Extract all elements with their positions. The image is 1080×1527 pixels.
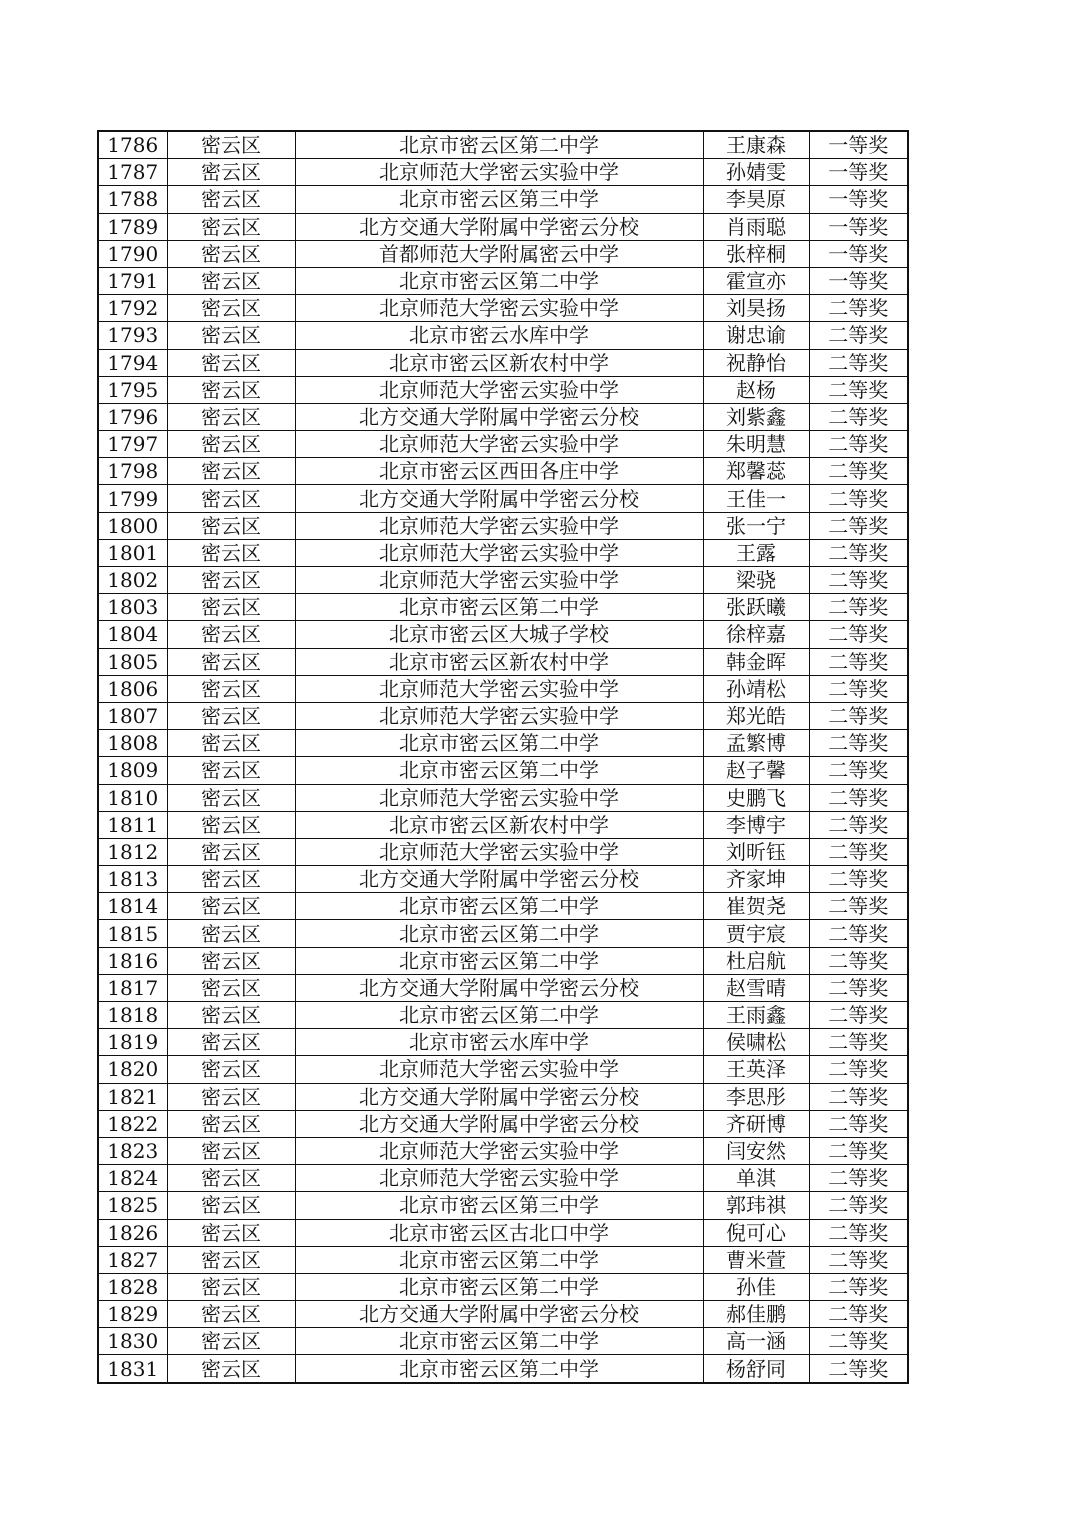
cell-school: 北京师范大学密云实验中学 bbox=[295, 295, 703, 322]
cell-school: 北京市密云区第二中学 bbox=[295, 267, 703, 294]
table-row bbox=[98, 648, 908, 675]
table-row bbox=[98, 512, 908, 539]
cell-award: 二等奖 bbox=[809, 702, 908, 729]
cell-award: 二等奖 bbox=[809, 539, 908, 566]
cell-name: 李昊原 bbox=[703, 186, 809, 213]
cell-name: 赵雪晴 bbox=[703, 974, 809, 1001]
cell-number: 1803 bbox=[98, 594, 167, 621]
table-row bbox=[98, 567, 908, 594]
table-row bbox=[98, 1083, 908, 1110]
cell-number: 1793 bbox=[98, 322, 167, 349]
cell-number: 1799 bbox=[98, 485, 167, 512]
cell-school: 北京市密云区第二中学 bbox=[295, 757, 703, 784]
cell-award: 二等奖 bbox=[809, 403, 908, 430]
cell-number: 1814 bbox=[98, 893, 167, 920]
cell-school: 北京市密云水库中学 bbox=[295, 1029, 703, 1056]
table-row bbox=[98, 159, 908, 186]
table-row bbox=[98, 1110, 908, 1137]
cell-district: 密云区 bbox=[167, 893, 295, 920]
cell-award: 二等奖 bbox=[809, 1219, 908, 1246]
cell-school: 北京师范大学密云实验中学 bbox=[295, 539, 703, 566]
cell-number: 1818 bbox=[98, 1002, 167, 1029]
cell-school: 北京师范大学密云实验中学 bbox=[295, 702, 703, 729]
cell-district: 密云区 bbox=[167, 159, 295, 186]
cell-award: 二等奖 bbox=[809, 567, 908, 594]
cell-award: 二等奖 bbox=[809, 675, 908, 702]
table-row bbox=[98, 1192, 908, 1219]
cell-name: 史鹏飞 bbox=[703, 784, 809, 811]
table-row bbox=[98, 403, 908, 430]
cell-award: 一等奖 bbox=[809, 213, 908, 240]
cell-number: 1822 bbox=[98, 1110, 167, 1137]
cell-school: 北京师范大学密云实验中学 bbox=[295, 159, 703, 186]
table-row bbox=[98, 240, 908, 267]
cell-name: 赵杨 bbox=[703, 376, 809, 403]
cell-name: 刘昕钰 bbox=[703, 838, 809, 865]
cell-name: 王佳一 bbox=[703, 485, 809, 512]
cell-number: 1808 bbox=[98, 730, 167, 757]
cell-award: 二等奖 bbox=[809, 866, 908, 893]
cell-name: 孟繁博 bbox=[703, 730, 809, 757]
cell-school: 北京市密云区第二中学 bbox=[295, 920, 703, 947]
table-row bbox=[98, 1246, 908, 1273]
cell-number: 1825 bbox=[98, 1192, 167, 1219]
table-row bbox=[98, 213, 908, 240]
cell-district: 密云区 bbox=[167, 1219, 295, 1246]
cell-district: 密云区 bbox=[167, 811, 295, 838]
cell-school: 北京市密云区大城子学校 bbox=[295, 621, 703, 648]
cell-number: 1823 bbox=[98, 1137, 167, 1164]
table-row bbox=[98, 1355, 908, 1383]
cell-number: 1805 bbox=[98, 648, 167, 675]
cell-school: 北京市密云区第二中学 bbox=[295, 1002, 703, 1029]
cell-district: 密云区 bbox=[167, 648, 295, 675]
cell-district: 密云区 bbox=[167, 349, 295, 376]
cell-district: 密云区 bbox=[167, 485, 295, 512]
cell-name: 王英泽 bbox=[703, 1056, 809, 1083]
cell-award: 二等奖 bbox=[809, 295, 908, 322]
cell-award: 二等奖 bbox=[809, 784, 908, 811]
cell-name: 单淇 bbox=[703, 1165, 809, 1192]
cell-award: 二等奖 bbox=[809, 1137, 908, 1164]
cell-number: 1817 bbox=[98, 974, 167, 1001]
cell-number: 1806 bbox=[98, 675, 167, 702]
cell-district: 密云区 bbox=[167, 947, 295, 974]
cell-award: 二等奖 bbox=[809, 322, 908, 349]
cell-name: 崔贺尧 bbox=[703, 893, 809, 920]
cell-school: 北京市密云区第二中学 bbox=[295, 1246, 703, 1273]
cell-district: 密云区 bbox=[167, 1246, 295, 1273]
table-row bbox=[98, 349, 908, 376]
cell-number: 1801 bbox=[98, 539, 167, 566]
cell-school: 北京师范大学密云实验中学 bbox=[295, 1056, 703, 1083]
cell-number: 1807 bbox=[98, 702, 167, 729]
cell-district: 密云区 bbox=[167, 1110, 295, 1137]
cell-number: 1813 bbox=[98, 866, 167, 893]
cell-name: 梁骁 bbox=[703, 567, 809, 594]
cell-district: 密云区 bbox=[167, 1056, 295, 1083]
cell-name: 孙婧雯 bbox=[703, 159, 809, 186]
cell-district: 密云区 bbox=[167, 267, 295, 294]
cell-district: 密云区 bbox=[167, 1301, 295, 1328]
cell-award: 二等奖 bbox=[809, 485, 908, 512]
cell-award: 二等奖 bbox=[809, 648, 908, 675]
cell-award: 二等奖 bbox=[809, 594, 908, 621]
table-row bbox=[98, 866, 908, 893]
cell-district: 密云区 bbox=[167, 974, 295, 1001]
cell-award: 二等奖 bbox=[809, 947, 908, 974]
cell-award: 二等奖 bbox=[809, 1002, 908, 1029]
cell-name: 侯啸松 bbox=[703, 1029, 809, 1056]
cell-award: 二等奖 bbox=[809, 431, 908, 458]
table-row bbox=[98, 322, 908, 349]
cell-school: 北京市密云区第二中学 bbox=[295, 947, 703, 974]
cell-name: 韩金晖 bbox=[703, 648, 809, 675]
cell-district: 密云区 bbox=[167, 1328, 295, 1355]
cell-award: 一等奖 bbox=[809, 159, 908, 186]
cell-award: 二等奖 bbox=[809, 920, 908, 947]
cell-name: 郑馨蕊 bbox=[703, 458, 809, 485]
cell-name: 倪可心 bbox=[703, 1219, 809, 1246]
cell-number: 1787 bbox=[98, 159, 167, 186]
table-row bbox=[98, 757, 908, 784]
cell-name: 赵子馨 bbox=[703, 757, 809, 784]
table-row bbox=[98, 458, 908, 485]
cell-district: 密云区 bbox=[167, 431, 295, 458]
table-row bbox=[98, 1029, 908, 1056]
cell-name: 张一宁 bbox=[703, 512, 809, 539]
cell-school: 北方交通大学附属中学密云分校 bbox=[295, 485, 703, 512]
table-row bbox=[98, 974, 908, 1001]
cell-district: 密云区 bbox=[167, 594, 295, 621]
cell-name: 李博宇 bbox=[703, 811, 809, 838]
cell-number: 1824 bbox=[98, 1165, 167, 1192]
cell-district: 密云区 bbox=[167, 621, 295, 648]
cell-school: 北京师范大学密云实验中学 bbox=[295, 431, 703, 458]
table-row bbox=[98, 730, 908, 757]
cell-name: 张跃曦 bbox=[703, 594, 809, 621]
cell-district: 密云区 bbox=[167, 295, 295, 322]
cell-name: 闫安然 bbox=[703, 1137, 809, 1164]
table-row bbox=[98, 131, 908, 159]
cell-award: 二等奖 bbox=[809, 349, 908, 376]
table-row bbox=[98, 376, 908, 403]
cell-district: 密云区 bbox=[167, 131, 295, 159]
cell-district: 密云区 bbox=[167, 322, 295, 349]
cell-award: 二等奖 bbox=[809, 1110, 908, 1137]
cell-school: 北方交通大学附属中学密云分校 bbox=[295, 1083, 703, 1110]
cell-school: 北京市密云区第二中学 bbox=[295, 131, 703, 159]
cell-district: 密云区 bbox=[167, 539, 295, 566]
cell-award: 二等奖 bbox=[809, 376, 908, 403]
cell-number: 1797 bbox=[98, 431, 167, 458]
cell-name: 刘紫鑫 bbox=[703, 403, 809, 430]
table-row bbox=[98, 621, 908, 648]
cell-district: 密云区 bbox=[167, 403, 295, 430]
cell-award: 二等奖 bbox=[809, 1165, 908, 1192]
cell-award: 二等奖 bbox=[809, 838, 908, 865]
cell-name: 祝静怡 bbox=[703, 349, 809, 376]
cell-district: 密云区 bbox=[167, 1192, 295, 1219]
cell-name: 张梓桐 bbox=[703, 240, 809, 267]
table-row bbox=[98, 702, 908, 729]
cell-award: 二等奖 bbox=[809, 893, 908, 920]
cell-number: 1786 bbox=[98, 131, 167, 159]
cell-district: 密云区 bbox=[167, 702, 295, 729]
cell-school: 首都师范大学附属密云中学 bbox=[295, 240, 703, 267]
cell-award: 二等奖 bbox=[809, 1273, 908, 1300]
cell-district: 密云区 bbox=[167, 1273, 295, 1300]
cell-number: 1792 bbox=[98, 295, 167, 322]
table-row bbox=[98, 1137, 908, 1164]
cell-school: 北京市密云区新农村中学 bbox=[295, 811, 703, 838]
cell-school: 北京师范大学密云实验中学 bbox=[295, 376, 703, 403]
cell-name: 谢忠谕 bbox=[703, 322, 809, 349]
cell-school: 北京市密云区古北口中学 bbox=[295, 1219, 703, 1246]
cell-number: 1791 bbox=[98, 267, 167, 294]
cell-name: 徐梓嘉 bbox=[703, 621, 809, 648]
cell-district: 密云区 bbox=[167, 213, 295, 240]
cell-award: 二等奖 bbox=[809, 458, 908, 485]
cell-school: 北京市密云区新农村中学 bbox=[295, 648, 703, 675]
cell-school: 北京市密云区新农村中学 bbox=[295, 349, 703, 376]
table-row bbox=[98, 186, 908, 213]
cell-number: 1815 bbox=[98, 920, 167, 947]
cell-school: 北方交通大学附属中学密云分校 bbox=[295, 1301, 703, 1328]
cell-number: 1827 bbox=[98, 1246, 167, 1273]
cell-school: 北京市密云区第三中学 bbox=[295, 186, 703, 213]
cell-number: 1811 bbox=[98, 811, 167, 838]
cell-number: 1831 bbox=[98, 1355, 167, 1383]
table-row bbox=[98, 431, 908, 458]
cell-school: 北京师范大学密云实验中学 bbox=[295, 567, 703, 594]
cell-number: 1790 bbox=[98, 240, 167, 267]
cell-district: 密云区 bbox=[167, 866, 295, 893]
cell-award: 一等奖 bbox=[809, 186, 908, 213]
cell-district: 密云区 bbox=[167, 920, 295, 947]
cell-name: 杨舒同 bbox=[703, 1355, 809, 1383]
cell-school: 北方交通大学附属中学密云分校 bbox=[295, 974, 703, 1001]
cell-name: 齐家坤 bbox=[703, 866, 809, 893]
cell-award: 一等奖 bbox=[809, 240, 908, 267]
cell-name: 李思彤 bbox=[703, 1083, 809, 1110]
cell-award: 二等奖 bbox=[809, 1355, 908, 1383]
cell-name: 高一涵 bbox=[703, 1328, 809, 1355]
cell-award: 二等奖 bbox=[809, 1192, 908, 1219]
table-row bbox=[98, 920, 908, 947]
cell-award: 二等奖 bbox=[809, 730, 908, 757]
cell-name: 郝佳鹏 bbox=[703, 1301, 809, 1328]
cell-school: 北京师范大学密云实验中学 bbox=[295, 512, 703, 539]
cell-school: 北京市密云区第二中学 bbox=[295, 730, 703, 757]
award-table bbox=[97, 130, 909, 1384]
cell-name: 王康森 bbox=[703, 131, 809, 159]
cell-award: 二等奖 bbox=[809, 621, 908, 648]
cell-number: 1809 bbox=[98, 757, 167, 784]
cell-name: 杜启航 bbox=[703, 947, 809, 974]
cell-district: 密云区 bbox=[167, 1083, 295, 1110]
table-row bbox=[98, 947, 908, 974]
cell-number: 1788 bbox=[98, 186, 167, 213]
cell-district: 密云区 bbox=[167, 458, 295, 485]
cell-number: 1794 bbox=[98, 349, 167, 376]
cell-school: 北方交通大学附属中学密云分校 bbox=[295, 213, 703, 240]
cell-school: 北京市密云区第二中学 bbox=[295, 594, 703, 621]
cell-district: 密云区 bbox=[167, 567, 295, 594]
cell-district: 密云区 bbox=[167, 675, 295, 702]
cell-school: 北京师范大学密云实验中学 bbox=[295, 675, 703, 702]
cell-award: 二等奖 bbox=[809, 1056, 908, 1083]
cell-school: 北方交通大学附属中学密云分校 bbox=[295, 403, 703, 430]
cell-award: 二等奖 bbox=[809, 811, 908, 838]
table-row bbox=[98, 485, 908, 512]
cell-number: 1810 bbox=[98, 784, 167, 811]
cell-school: 北方交通大学附属中学密云分校 bbox=[295, 866, 703, 893]
table-row bbox=[98, 838, 908, 865]
cell-district: 密云区 bbox=[167, 186, 295, 213]
cell-name: 齐研博 bbox=[703, 1110, 809, 1137]
table-row bbox=[98, 784, 908, 811]
cell-school: 北京市密云区第二中学 bbox=[295, 893, 703, 920]
cell-school: 北京市密云区西田各庄中学 bbox=[295, 458, 703, 485]
cell-name: 郑光皓 bbox=[703, 702, 809, 729]
table-row bbox=[98, 811, 908, 838]
cell-award: 二等奖 bbox=[809, 1246, 908, 1273]
cell-number: 1826 bbox=[98, 1219, 167, 1246]
cell-school: 北京市密云区第三中学 bbox=[295, 1192, 703, 1219]
cell-award: 二等奖 bbox=[809, 512, 908, 539]
table-row bbox=[98, 1002, 908, 1029]
cell-school: 北京市密云区第二中学 bbox=[295, 1355, 703, 1383]
cell-number: 1795 bbox=[98, 376, 167, 403]
cell-district: 密云区 bbox=[167, 730, 295, 757]
award-table-body bbox=[98, 131, 908, 1383]
cell-district: 密云区 bbox=[167, 1029, 295, 1056]
cell-number: 1800 bbox=[98, 512, 167, 539]
cell-name: 郭玮祺 bbox=[703, 1192, 809, 1219]
cell-school: 北京师范大学密云实验中学 bbox=[295, 784, 703, 811]
cell-school: 北京市密云区第二中学 bbox=[295, 1328, 703, 1355]
cell-number: 1798 bbox=[98, 458, 167, 485]
cell-name: 孙佳 bbox=[703, 1273, 809, 1300]
cell-name: 刘昊扬 bbox=[703, 295, 809, 322]
cell-award: 二等奖 bbox=[809, 1328, 908, 1355]
table-row bbox=[98, 295, 908, 322]
cell-number: 1804 bbox=[98, 621, 167, 648]
cell-name: 肖雨聪 bbox=[703, 213, 809, 240]
cell-award: 二等奖 bbox=[809, 757, 908, 784]
cell-award: 二等奖 bbox=[809, 1029, 908, 1056]
cell-number: 1829 bbox=[98, 1301, 167, 1328]
table-row bbox=[98, 893, 908, 920]
cell-school: 北京师范大学密云实验中学 bbox=[295, 1165, 703, 1192]
cell-number: 1812 bbox=[98, 838, 167, 865]
table-row bbox=[98, 675, 908, 702]
cell-number: 1828 bbox=[98, 1273, 167, 1300]
cell-school: 北方交通大学附属中学密云分校 bbox=[295, 1110, 703, 1137]
table-row bbox=[98, 594, 908, 621]
cell-award: 二等奖 bbox=[809, 1301, 908, 1328]
table-row bbox=[98, 1219, 908, 1246]
cell-district: 密云区 bbox=[167, 1165, 295, 1192]
cell-district: 密云区 bbox=[167, 240, 295, 267]
cell-award: 二等奖 bbox=[809, 1083, 908, 1110]
cell-district: 密云区 bbox=[167, 1002, 295, 1029]
cell-name: 王露 bbox=[703, 539, 809, 566]
cell-school: 北京师范大学密云实验中学 bbox=[295, 1137, 703, 1164]
cell-district: 密云区 bbox=[167, 376, 295, 403]
table-row bbox=[98, 539, 908, 566]
cell-number: 1802 bbox=[98, 567, 167, 594]
cell-number: 1820 bbox=[98, 1056, 167, 1083]
cell-district: 密云区 bbox=[167, 784, 295, 811]
cell-number: 1819 bbox=[98, 1029, 167, 1056]
cell-award: 一等奖 bbox=[809, 267, 908, 294]
cell-district: 密云区 bbox=[167, 838, 295, 865]
cell-name: 王雨鑫 bbox=[703, 1002, 809, 1029]
table-row bbox=[98, 267, 908, 294]
cell-school: 北京师范大学密云实验中学 bbox=[295, 838, 703, 865]
cell-district: 密云区 bbox=[167, 1355, 295, 1383]
cell-name: 朱明慧 bbox=[703, 431, 809, 458]
cell-number: 1821 bbox=[98, 1083, 167, 1110]
table-row bbox=[98, 1273, 908, 1300]
cell-district: 密云区 bbox=[167, 757, 295, 784]
table-row bbox=[98, 1056, 908, 1083]
table-row bbox=[98, 1328, 908, 1355]
cell-award: 二等奖 bbox=[809, 974, 908, 1001]
cell-district: 密云区 bbox=[167, 1137, 295, 1164]
cell-number: 1789 bbox=[98, 213, 167, 240]
cell-number: 1796 bbox=[98, 403, 167, 430]
table-row bbox=[98, 1301, 908, 1328]
cell-name: 曹米萱 bbox=[703, 1246, 809, 1273]
cell-name: 孙靖松 bbox=[703, 675, 809, 702]
cell-school: 北京市密云区第二中学 bbox=[295, 1273, 703, 1300]
award-list-sheet bbox=[97, 130, 909, 1384]
cell-name: 霍宣亦 bbox=[703, 267, 809, 294]
cell-school: 北京市密云水库中学 bbox=[295, 322, 703, 349]
table-row bbox=[98, 1165, 908, 1192]
cell-district: 密云区 bbox=[167, 512, 295, 539]
cell-award: 一等奖 bbox=[809, 131, 908, 159]
cell-number: 1816 bbox=[98, 947, 167, 974]
cell-number: 1830 bbox=[98, 1328, 167, 1355]
cell-name: 贾宇宸 bbox=[703, 920, 809, 947]
